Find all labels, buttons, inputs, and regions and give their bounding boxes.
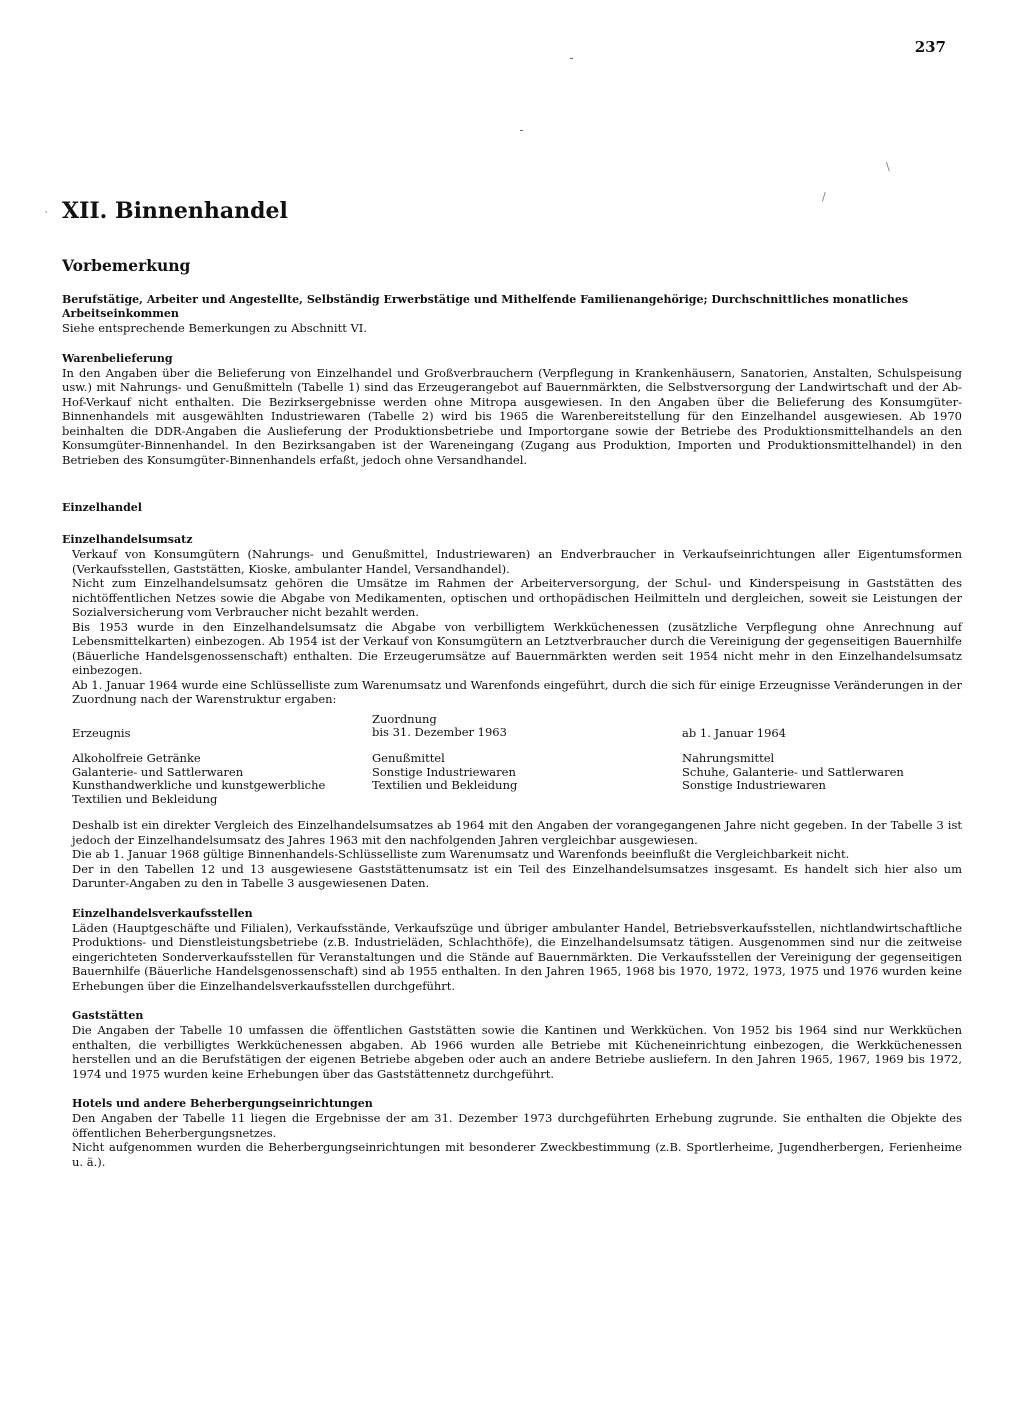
classification-table (72, 713, 962, 807)
turnover-heading: Einzelhandelsumsatz (62, 533, 193, 546)
scan-mark: \ (886, 160, 890, 173)
table-header-product: Erzeugnis (72, 725, 131, 740)
scan-mark (570, 58, 573, 59)
supply-section (62, 352, 962, 468)
table-cell: Nahrungsmittel (682, 751, 775, 765)
table-cell: Sonstige Industriewaren (682, 778, 826, 792)
table-header-old-line1: Zuordnung (372, 711, 437, 726)
supply-heading: Warenbelieferung (62, 351, 173, 365)
outlets-section (62, 907, 962, 994)
employees-text: Siehe entsprechende Bemerkungen zu Abschnitt VI. (62, 321, 368, 335)
table-header-old (372, 713, 682, 741)
table-cell: Genußmittel (372, 751, 445, 765)
retail-heading: Einzelhandel (62, 501, 142, 514)
outlets-text: Läden (Hauptgeschäfte und Filialen), Verkaufsstände, Verkaufszüge und übriger ambulanter Handel, Betriebsverkaufsstellen, nichtlandwirtschaftliche Produktions- und Dienstleistungsbetriebe (z.B. Industrieläden, Schlachthöfe), die Einzelhandelsumsatz tätigen. Ausgenommen sind nur die zeitweise eingerichteten Sonderverkaufsstellen für Veranstaltungen und die Stände auf Bauernmärkten. Die Verkaufsstellen der Vereinigung der gegenseitigen Bauernhilfe (Bäuerliche Handelsgenossenschaft) sind ab 1955 enthalten. In den Jahren 1965, 1968 bis 1970, 1972, 1973, 1975 und 1976 wurden keine Erhebungen über die Einzelhandelsverkaufsstellen durchgeführt. (72, 920, 962, 993)
restaurants-text: Die Angaben der Tabelle 10 umfassen die öffentlichen Gaststätten sowie die Kantinen und Werkküchen. Von 1952 bis 1964 sind nur Werkküchen enthalten, die verbilligtes Werkküchenessen abgaben. Ab 1966 wurden alle Betriebe mit Kücheneinrichtung einbezogen, die Werkküchenessen herstellen und an die Berufstätigen der eigenen Betriebe abgeben oder auch an andere Betriebe ausliefern. In den Jahren 1965, 1967, 1969 bis 1972, 1974 und 1975 wurden keine Erhebungen über das Gaststättennetz durchgeführt. (72, 1023, 962, 1081)
hotels-text: Nicht aufgenommen wurden die Beherbergungseinrichtungen mit besonderer Zweckbestimmung (z.B. Sportlerheime, Jugendherbergen, Ferienheime u. ä.). (72, 1140, 962, 1169)
turnover-paragraph: Verkauf von Konsumgütern (Nahrungs- und Genußmittel, Industriewaren) an Endverbraucher in Verkaufseinrichtungen aller Eigentumsformen (Verkaufsstellen, Gaststätten, Kioske, ambulanter Handel, Versandhandel). (72, 547, 962, 576)
turnover-paragraph: Die ab 1. Januar 1968 gültige Binnenhandels-Schlüsselliste zum Warenumsatz und Warenfonds beeinflußt die Vergleichbarkeit nicht. (72, 847, 850, 861)
preface-heading: Vorbemerkung (62, 256, 191, 275)
restaurants-heading: Gaststätten (72, 1009, 144, 1022)
hotels-heading: Hotels und andere Beherbergungseinrichtungen (72, 1097, 373, 1110)
table-cell: Kunsthandwerkliche und kunstgewerbliche Textilien und Bekleidung (72, 778, 326, 806)
table-cell: Alkoholfreie Getränke (72, 751, 201, 765)
main-content (62, 256, 962, 1185)
scan-mark: ` (44, 210, 50, 223)
restaurants-section (62, 1009, 962, 1081)
table-cell: Sonstige Industriewaren (372, 764, 516, 779)
scan-mark (520, 130, 523, 131)
table-header-new: ab 1. Januar 1964 (682, 725, 787, 740)
table-cell: Galanterie- und Sattlerwaren (72, 764, 244, 779)
turnover-paragraph: Deshalb ist ein direkter Vergleich des Einzelhandelsumsatzes ab 1964 mit den Angaben der vorangegangenen Jahre nicht gegeben. In der Tabelle 3 ist jedoch der Einzelhandelsumsatz des Jahres 1963 mit den nachfolgenden Jahren vergleichbar ausgewiesen. (72, 818, 962, 847)
turnover-section (62, 533, 962, 891)
chapter-title: XII. Binnenhandel (62, 198, 288, 224)
table-cell: Textilien und Bekleidung (372, 778, 518, 792)
table-header-old-line2: bis 31. Dezember 1963 (372, 725, 507, 739)
employees-heading: Berufstätige, Arbeiter und Angestellte, Selbständig Erwerbstätige und Mithelfende Familienangehörige; Durchschnittliches monatliches Arbeitseinkommen (62, 293, 909, 320)
turnover-paragraph: Bis 1953 wurde in den Einzelhandelsumsatz die Abgabe von verbilligtem Werkküchenessen (zusätzliche Verpflegung ohne Anrechnung auf Lebensmittelkarten) einbezogen. Ab 1954 ist der Verkauf von Konsumgütern an Letztverbraucher durch die Vereinigung der gegenseitigen Bauernhilfe (Bäuerliche Handelsgenossenschaft) enthalten. Die Erzeugerumsätze auf Bauernmärkten werden seit 1954 nicht mehr in den Einzelhandelsumsatz einbezogen. (72, 619, 962, 677)
outlets-heading: Einzelhandelsverkaufsstellen (72, 906, 253, 920)
page-number: 237 (914, 38, 946, 56)
scan-mark: / (822, 190, 826, 203)
turnover-paragraph: Ab 1. Januar 1964 wurde eine Schlüsselliste zum Warenumsatz und Warenfonds eingeführt, durch die sich für einige Erzeugnisse Veränderungen in der Zuordnung nach der Warenstruktur ergaben: (72, 677, 962, 706)
turnover-paragraph: Der in den Tabellen 12 und 13 ausgewiesene Gaststättenumsatz ist ein Teil des Einzelhandelsumsatzes insgesamt. Es handelt sich hier also um Darunter-Angaben zu den in Tabelle 3 ausgewiesenen Daten. (72, 861, 962, 890)
turnover-paragraph: Nicht zum Einzelhandelsumsatz gehören die Umsätze im Rahmen der Arbeiterversorgung, der Schul- und Kinderspeisung in Gaststätten des nichtöffentlichen Netzes sowie die Abgabe von Medikamenten, optischen und orthopädischen Heilmitteln und dergleichen, soweit sie Leistungen der Sozialversicherung vom Verbraucher nicht bezahlt werden. (72, 576, 962, 619)
table-cell: Schuhe, Galanterie- und Sattlerwaren (682, 764, 904, 779)
hotels-text: Den Angaben der Tabelle 11 liegen die Ergebnisse der am 31. Dezember 1973 durchgeführten Erhebung zugrunde. Sie enthalten die Objekte des öffentlichen Beherbergungsnetzes. (72, 1111, 962, 1140)
employees-section (62, 293, 962, 336)
hotels-section (62, 1097, 962, 1169)
supply-text: In den Angaben über die Belieferung von Einzelhandel und Großverbrauchern (Verpflegung in Krankenhäusern, Sanatorien, Anstalten, Schulspeisung usw.) mit Nahrungs- und Genußmitteln (Tabelle 1) sind das Erzeugerangebot auf Bauernmärkten, die Selbstversorgung der Landwirtschaft und der Ab-Hof-Verkauf nicht enthalten. Die Bezirksergebnisse werden ohne Mitropa ausgewiesen. In den Angaben über die Belieferung des Konsumgüter-Binnenhandels mit ausgewählten Industriewaren (Tabelle 2) wird bis 1965 die Warenbereitstellung für den Einzelhandel ausgewiesen. Ab 1970 beinhalten die DDR-Angaben die Auslieferung der Produktionsbetriebe und Importorgane sowie der Betriebe des Produktionsmittelhandels an den Konsumgüter-Binnenhandel. In den Bezirksangaben ist der Wareneingang (Zugang aus Produktion, Importen und Produktionsmittelhandel) in den Betrieben des Konsumgüter-Binnenhandels erfaßt, jedoch ohne Versandhandel. (62, 365, 962, 467)
